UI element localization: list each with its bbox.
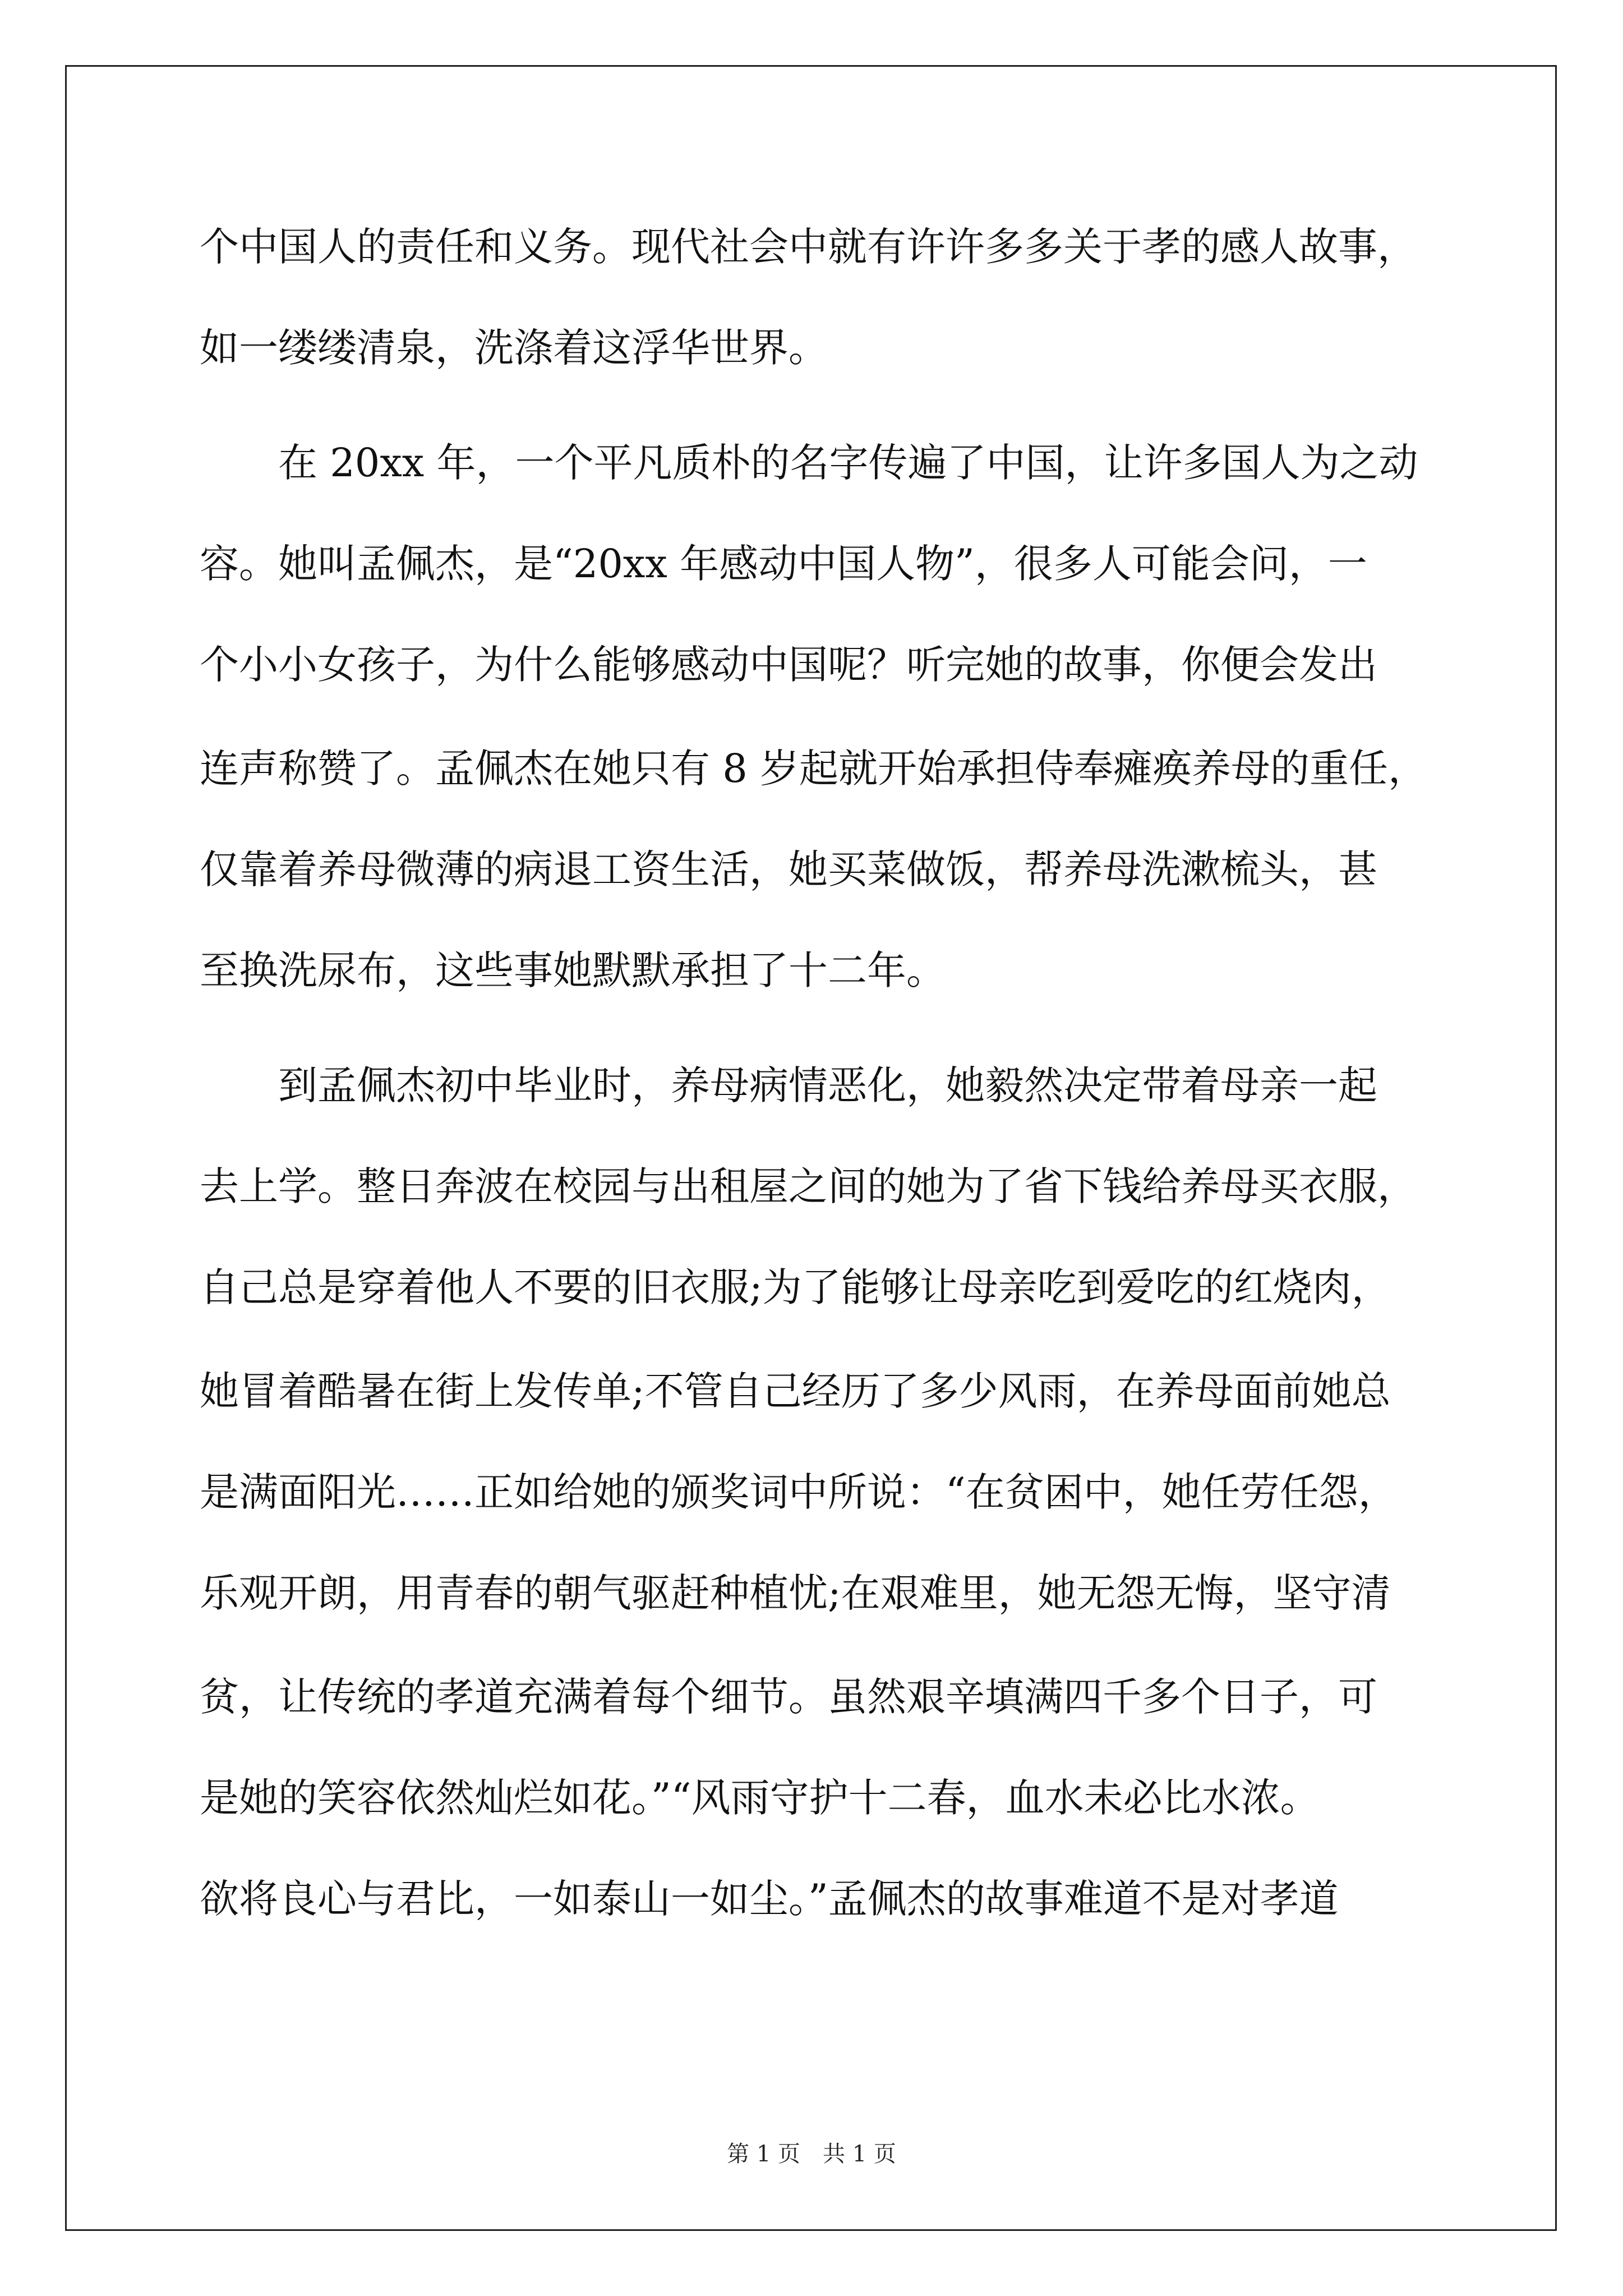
text-line: 个中国人的责任和义务。现代社会中就有许许多多关于孝的感人故事，: [200, 224, 1417, 270]
paragraph-first-line: 到孟佩杰初中毕业时，养母病情恶化，她毅然决定带着母亲一起: [278, 1062, 1377, 1108]
text-line: 是满面阳光……正如给她的颁奖词中所说：“在贫困中，她任劳任怨，: [200, 1469, 1398, 1515]
text-line: 个小小女孩子，为什么能够感动中国呢？听完她的故事，你便会发出: [200, 642, 1377, 688]
text-line: 贫，让传统的孝道充满着每个细节。虽然艰辛填满四千多个日子，可: [200, 1674, 1377, 1720]
text-line: 如一缕缕清泉，洗涤着这浮华世界。: [200, 325, 828, 371]
text-line: 仅靠着养母微薄的病退工资生活，她买菜做饭，帮养母洗漱梳头，甚: [200, 846, 1377, 892]
text-line: 容。她叫孟佩杰，是“20xx 年感动中国人物”，很多人可能会问，一: [200, 541, 1367, 587]
text-line: 自己总是穿着他人不要的旧衣服;为了能够让母亲吃到爱吃的红烧肉，: [200, 1264, 1391, 1310]
text-line: 去上学。整日奔波在校园与出租屋之间的她为了省下钱给养母买衣服，: [200, 1163, 1417, 1209]
page-footer: [0, 2136, 1623, 2168]
text-line: 她冒着酷暑在街上发传单;不管自己经历了多少风雨，在养母面前她总: [200, 1368, 1391, 1414]
paragraph-first-line: 在 20xx 年，一个平凡质朴的名字传遍了中国，让许多国人为之动: [278, 440, 1418, 486]
page-number: 第 1 页: [727, 2141, 800, 2167]
text-line: 乐观开朗，用青春的朝气驱赶种植忧;在艰难里，她无怨无悔，坚守清: [200, 1570, 1391, 1616]
text-line: 至换洗尿布，这些事她默默承担了十二年。: [200, 947, 946, 993]
text-line: 是她的笑容依然灿烂如花。”“风雨守护十二春，血水未必比水浓。: [200, 1775, 1320, 1821]
text-line: 欲将良心与君比，一如泰山一如尘。”孟佩杰的故事难道不是对孝道: [200, 1876, 1339, 1922]
text-line: 连声称赞了。孟佩杰在她只有 8 岁起就开始承担侍奉瘫痪养母的重任，: [200, 746, 1428, 792]
page-total: 共 1 页: [823, 2141, 896, 2167]
